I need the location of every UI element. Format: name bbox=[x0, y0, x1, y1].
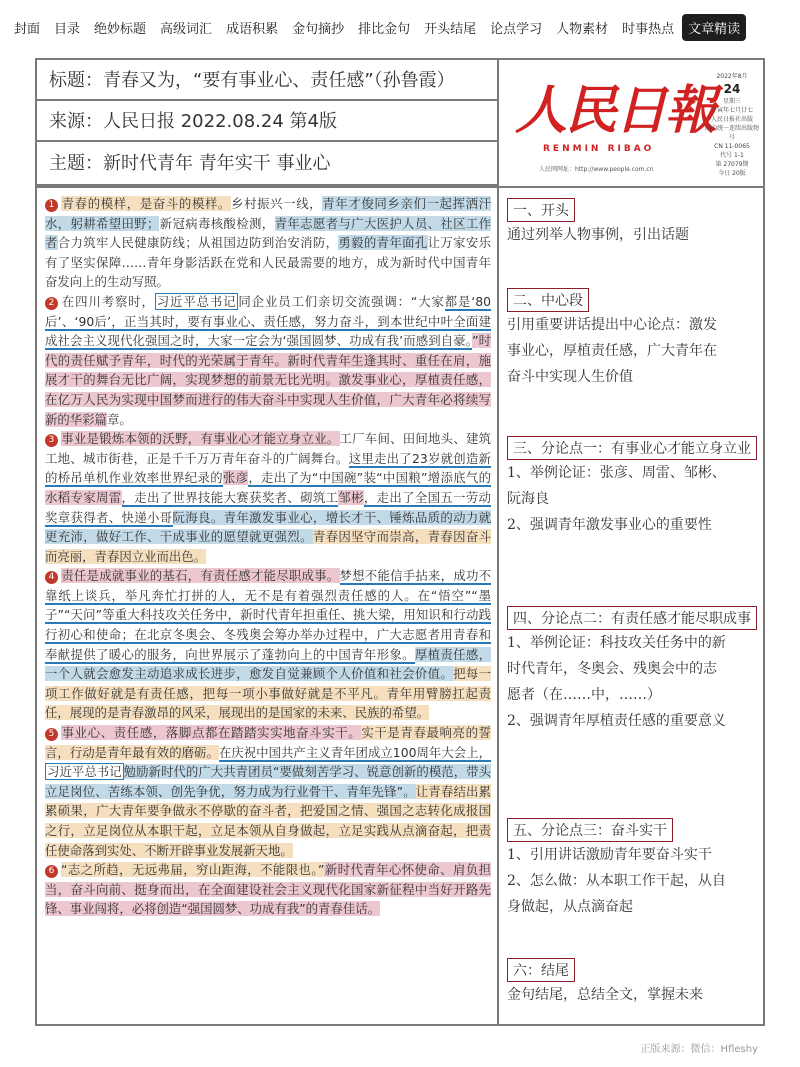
masthead-line: CN 11-0065 bbox=[714, 143, 750, 150]
paragraph-4: 4 责任是成就事业的基石，有责任感才能尽职成事。梦想不能信手拈来，成功不靠纸上谈兵，举凡奔忙打拼的人，无不是有着强烈责任感的人。在“悟空”“墨子”“天问”等重大科技攻关任务中，新时代青年担重任、挑大梁，用知识和行动践行初心和使命；在北京冬奥会、冬残奥会筹办举办过程中，广大志愿者用青春和奉献提供了暖心的服务，向世界展示了蓬勃向上的中国青年形象。厚植责任感，一个人就会愈发主动追求成长进步，愈发自觉兼顾个人价值和社会价值。把每一项工作做好就是有责任感，把每一项小事做好就是不平凡。青年用臂膀扛起责任，展现的是青春激昂的风采，展现出的是国家的未来、民族的希望。 bbox=[45, 568, 492, 721]
note-opening bbox=[507, 198, 763, 248]
note-line: 身做起，从点滴奋起 bbox=[507, 899, 633, 915]
note-line: 通过列举人物事例，引出话题 bbox=[507, 227, 689, 243]
nav-tab-vocab[interactable]: 高级词汇 bbox=[160, 21, 213, 37]
note-title: 五、分论点三：奋斗实干 bbox=[507, 818, 673, 842]
nav-tab-quotes[interactable]: 金句摘抄 bbox=[292, 21, 345, 37]
paragraph-2: 2 在四川考察时， 习近平总书记 同企业员工们亲切交流强调：“大家都是‘80后’、‘90后’，正当其时，要有事业心、责任感，努力奋斗，到本世纪中叶全面建成社会主义现代化强国之时，大家一定会为‘强国圆梦、功成有我’而感到自豪。”时代的责任赋予青年，时代的光荣属于青年。新时代青年生逢其时、重任在肩，施展才干的舞台无比广阔，实现梦想的前景无比光明。激发事业心，厚植责任感，在亿万人民为实现中国梦而进行的伟大奋斗中实现人生价值，广大青年必将续写新的华彩篇章。 bbox=[45, 293, 492, 427]
nav-tab-news[interactable]: 时事热点 bbox=[622, 21, 675, 37]
note-title: 一、开头 bbox=[507, 198, 575, 222]
paragraph-5: 5 事业心、责任感，落脚点都在踏踏实实地奋斗实干。实干是青春最响亮的誓言，行动是青年最有效的磨砺。在庆祝中国共产主义青年团成立100周年大会上，习近平总书记 勉励新时代的广大共青团员“要做刻苦学习、锐意创新的模范，带头立足岗位、苦练本领、创先争优，努力成为行业骨干、青年先锋”。让青春结出累累硕果，广大青年要争做永不停歇的奋斗者，把爱国之情、强国之志转化成报国之行，立足岗位从本职干起，立足本领从自身做起，立足实践从点滴奋起，把责任使命落到实处、不断开辟事业发展新天地。 bbox=[45, 725, 492, 858]
note-title: 四、分论点二：有责任感才能尽职成事 bbox=[507, 606, 757, 630]
note-title: 三、分论点一：有事业心才能立身立业 bbox=[507, 436, 757, 460]
masthead-line: 人民日报社出版 bbox=[710, 116, 753, 123]
article-title: 标题：青春又为，“要有事业心、责任感”（孙鲁霞） bbox=[37, 60, 497, 101]
note-title: 六：结尾 bbox=[507, 958, 575, 982]
nav-tab-toc[interactable]: 目录 bbox=[54, 21, 81, 37]
masthead-logo: 人民日報 bbox=[515, 80, 716, 141]
note-line: 愿者（在……中，……） bbox=[507, 687, 661, 703]
masthead-pinyin: RENMIN RIBAO bbox=[543, 144, 655, 154]
masthead-line: 国内统一连续出版物号 bbox=[704, 125, 759, 141]
note-line: 2、强调青年激发事业心的重要性 bbox=[507, 517, 712, 533]
note-line: 2、怎么做：从本职工作干起，从自 bbox=[507, 873, 726, 889]
weekday: 星期三 bbox=[722, 98, 741, 105]
note-line: 1、举例论证：科技攻关任务中的新 bbox=[507, 635, 726, 651]
note-line: 1、举例论证：张彦、周雷、邹彬、 bbox=[507, 465, 726, 481]
note-line: 引用重要讲话提出中心论点：激发 bbox=[507, 317, 717, 333]
paragraph-1: 1 青春的模样，是奋斗的模样。乡村振兴一线，青年才俊同乡亲们一起挥洒汗水，躬耕希望田野；新冠病毒核酸检测，青年志愿者与广大医护人员、社区工作者合力筑牢人民健康防线；从祖国边防到治安消防，勇毅的青年面孔让万家安乐有了坚实保障……青年身影活跃在党和人民最需要的地方，成为新时代中国青年奋发向上的生动写照。 bbox=[45, 196, 492, 290]
note-line: 2、强调青年厚植责任感的重要意义 bbox=[507, 713, 726, 729]
note-line: 奋斗中实现人生价值 bbox=[507, 369, 633, 385]
paragraph-number: 6 bbox=[45, 865, 58, 878]
date-day: 24 bbox=[723, 82, 741, 96]
note-line: 事业心，厚植责任感，广大青年在 bbox=[507, 343, 717, 359]
note-line: 阮海良 bbox=[507, 491, 549, 507]
note-point-1 bbox=[507, 436, 763, 538]
nav-tab-open-close[interactable]: 开头结尾 bbox=[424, 21, 477, 37]
note-line: 1、引用讲话激励青年要奋斗实干 bbox=[507, 847, 712, 863]
masthead-date-box bbox=[704, 72, 760, 178]
paragraph-3: 3 事业是锻炼本领的沃野，有事业心才能立身立业。工厂车间、田间地头、建筑工地、城市街巷，正是千千万万青年奋斗的广阔舞台。这里走出了23岁就创造新的桥吊单机作业效率世界纪录的张彦，走出了为“中国碗”装“中国粮”增添底气的水稻专家周雷，走出了世界技能大赛获奖者、砌筑工邹彬，走出了全国五一劳动奖章获得者、快递小哥阮海良。青年激发事业心，增长才干、锤炼品质的动力就更充沛，做好工作、干成事业的愿望就更强烈。青春因坚守而崇高，青春因奋斗而亮丽，青春因立业而出色。 bbox=[45, 431, 492, 564]
nav-tab-reading[interactable]: 文章精读 bbox=[682, 14, 746, 41]
article-source: 来源：人民日报 2022.08.24 第4版 bbox=[37, 101, 497, 142]
top-nav bbox=[8, 12, 792, 42]
date-line: 2022年8月 bbox=[716, 73, 748, 80]
masthead-line: 壬寅年七月廿七 bbox=[710, 107, 753, 114]
note-title: 二、中心段 bbox=[507, 288, 589, 312]
note-central bbox=[507, 288, 763, 390]
paragraph-6: 6 “志之所趋，无远弗届，穷山距海，不能限也。”新时代青年心怀使命、肩负担当，奋斗向前、挺身而出，在全面建设社会主义现代化国家新征程中当好开路先锋、事业闯将，必将创造“强国圆梦、功成有我”的青春佳话。 bbox=[45, 862, 492, 917]
masthead-line: 代号 1-1 bbox=[720, 152, 744, 159]
masthead-line: 第 27079期 bbox=[715, 161, 749, 168]
column-divider bbox=[497, 60, 499, 1024]
note-ending bbox=[507, 958, 763, 1008]
note-point-2 bbox=[507, 606, 763, 734]
paragraph-number: 1 bbox=[45, 199, 58, 212]
note-line: 时代青年，冬奥会、残奥会中的志 bbox=[507, 661, 717, 677]
paragraph-number: 5 bbox=[45, 728, 58, 741]
masthead-site: 人民网网址：http://www.people.com.cn bbox=[539, 166, 654, 173]
masthead-line: 今日 20版 bbox=[718, 170, 746, 177]
nav-tab-people[interactable]: 人物素材 bbox=[556, 21, 609, 37]
article-body bbox=[45, 194, 491, 919]
header-divider bbox=[37, 186, 763, 188]
article-theme: 主题：新时代青年 青年实干 事业心 bbox=[37, 142, 497, 186]
note-line: 金句结尾，总结全文，掌握未来 bbox=[507, 987, 703, 1003]
nav-tab-arguments[interactable]: 论点学习 bbox=[490, 21, 543, 37]
nav-tab-idioms[interactable]: 成语积累 bbox=[226, 21, 279, 37]
footer-credit: 正版来源：微信：Hfleshy bbox=[640, 1044, 758, 1055]
worksheet-frame bbox=[35, 58, 765, 1026]
nav-tab-parallel[interactable]: 排比金句 bbox=[358, 21, 411, 37]
note-point-3 bbox=[507, 818, 763, 920]
nav-tab-titles[interactable]: 绝妙标题 bbox=[94, 21, 147, 37]
paragraph-number: 2 bbox=[45, 297, 58, 310]
paragraph-number: 3 bbox=[45, 434, 58, 447]
paragraph-number: 4 bbox=[45, 571, 58, 584]
nav-tab-cover[interactable]: 封面 bbox=[14, 21, 41, 37]
newspaper-masthead bbox=[499, 60, 763, 186]
